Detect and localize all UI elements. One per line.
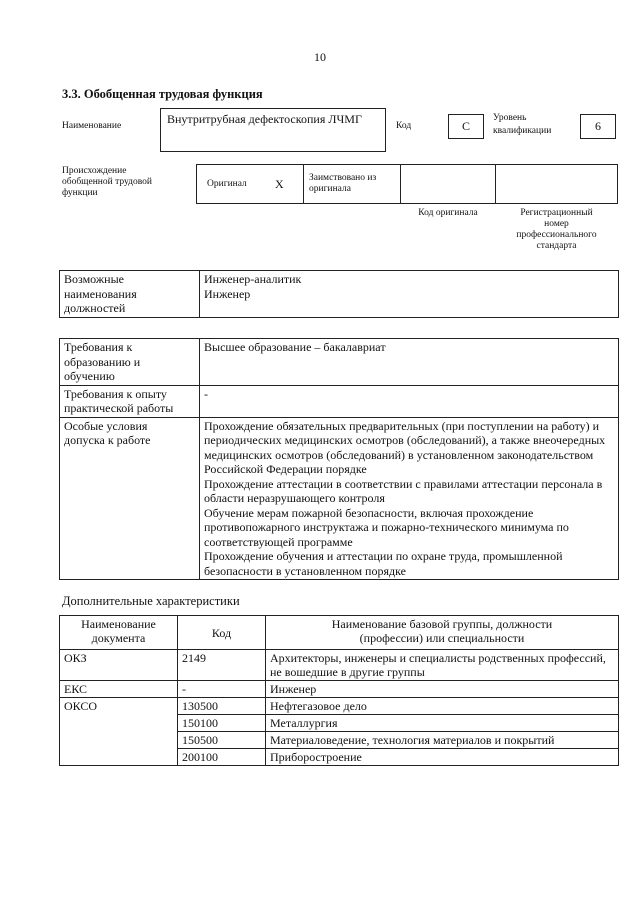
additional-header-row bbox=[60, 616, 619, 650]
education-row bbox=[60, 339, 619, 386]
position-item: Инженер bbox=[204, 286, 251, 301]
level-label-line1: Уровень bbox=[493, 113, 527, 123]
row-name: Инженер bbox=[266, 681, 619, 698]
additional-title: Дополнительные характеристики bbox=[62, 594, 240, 608]
positions-row bbox=[60, 271, 619, 318]
origin-label-line1: Происхождение bbox=[62, 166, 127, 176]
reg-number-caption bbox=[495, 208, 618, 252]
experience-value: - bbox=[200, 385, 619, 417]
positions-label-line1: Возможные bbox=[64, 272, 124, 286]
experience-label-line1: Требования к опыту bbox=[64, 386, 167, 401]
name-value: Внутритрубная дефектоскопия ЛЧМГ bbox=[167, 112, 362, 126]
name-label: Наименование bbox=[62, 121, 122, 131]
row-name: Металлургия bbox=[266, 715, 619, 732]
col-name-line2: (профессии) или специальности bbox=[359, 631, 525, 645]
section-title: 3.3. Обобщенная трудовая функция bbox=[62, 87, 263, 101]
row-doc: ОКСО bbox=[60, 698, 178, 766]
reg-caption-line4: стандарта bbox=[536, 241, 577, 251]
origin-label-line2: обобщенной трудовой bbox=[62, 177, 152, 187]
table-row bbox=[60, 650, 619, 681]
row-name: Материаловедение, технология материалов и покрытий bbox=[266, 732, 619, 749]
level-label-line2: квалификации bbox=[493, 126, 552, 136]
borrowed-cell bbox=[303, 164, 401, 204]
row-code: 200100 bbox=[178, 749, 266, 766]
borrowed-label-line1: Заимствовано из bbox=[309, 173, 377, 183]
origin-label bbox=[62, 166, 152, 199]
original-mark: X bbox=[275, 177, 284, 191]
col-name-header bbox=[266, 616, 619, 650]
positions-table bbox=[59, 270, 619, 318]
requirements-table bbox=[59, 338, 619, 580]
experience-label-cell bbox=[60, 385, 200, 417]
code-original-caption: Код оригинала bbox=[418, 208, 478, 218]
level-label bbox=[493, 113, 551, 137]
additional-table bbox=[59, 615, 619, 766]
row-name: Архитекторы, инженеры и специалисты родственных профессий, не вошедшие в другие группы bbox=[266, 650, 619, 681]
col-name-line1: Наименование базовой группы, должности bbox=[331, 617, 553, 631]
education-label-line1: Требования к bbox=[64, 340, 133, 354]
experience-label-line2: практической работы bbox=[64, 401, 174, 415]
positions-label-line2: наименования bbox=[64, 286, 137, 301]
page-number: 10 bbox=[314, 50, 326, 64]
code-original-cell bbox=[400, 164, 496, 204]
borrowed-label bbox=[309, 173, 376, 195]
row-code: 2149 bbox=[178, 650, 266, 681]
col-doc-header bbox=[60, 616, 178, 650]
education-value: Высшее образование – бакалавриат bbox=[200, 339, 619, 386]
name-value-box bbox=[160, 108, 386, 152]
code-label: Код bbox=[396, 121, 412, 131]
level-value-box bbox=[580, 114, 616, 139]
position-item: Инженер-аналитик bbox=[204, 272, 302, 286]
special-paragraph: Обучение мерам пожарной безопасности, включая прохождение противопожарного инструктажа и пожарно-технического минимума по соответствующей программе bbox=[204, 505, 569, 549]
reg-caption-line2: номер bbox=[544, 219, 569, 229]
level-value: 6 bbox=[595, 119, 601, 133]
original-cell bbox=[196, 164, 304, 204]
special-paragraph: Прохождение аттестации в соответствии с правилами аттестации персонала в области неразрушающего контроля bbox=[204, 476, 603, 505]
special-label-line2: допуска к работе bbox=[64, 433, 151, 447]
reg-number-cell bbox=[495, 164, 618, 204]
special-paragraph: Прохождение обязательных предварительных (при поступлении на работу) и периодических медицинских осмотров (обследований), а также внеочередных медицинских осмотров (обследований) в установленном законодательством Российской Федерации порядке bbox=[204, 418, 606, 476]
table-row bbox=[60, 681, 619, 698]
education-label-cell bbox=[60, 339, 200, 386]
education-label-line2: образованию и bbox=[64, 354, 141, 369]
original-label: Оригинал bbox=[207, 179, 247, 189]
row-code: 150100 bbox=[178, 715, 266, 732]
reg-caption-line1: Регистрационный bbox=[520, 208, 593, 218]
row-name: Нефтегазовое дело bbox=[266, 698, 619, 715]
positions-label-line3: должностей bbox=[64, 301, 126, 315]
origin-label-line3: функции bbox=[62, 188, 98, 198]
row-code: 130500 bbox=[178, 698, 266, 715]
row-code: 150500 bbox=[178, 732, 266, 749]
col-code-header: Код bbox=[178, 616, 266, 650]
education-label-line3: обучению bbox=[64, 369, 115, 383]
special-paragraph: Прохождение обучения и аттестации по охране труда, промышленной безопасности в установленном порядке bbox=[204, 549, 563, 578]
code-value-box bbox=[448, 114, 484, 139]
row-doc: ЕКС bbox=[60, 681, 178, 698]
code-value: C bbox=[461, 119, 470, 133]
special-label-cell bbox=[60, 417, 200, 580]
positions-label-cell bbox=[60, 271, 200, 318]
row-doc: ОКЗ bbox=[60, 650, 178, 681]
col-doc-line2: документа bbox=[91, 631, 146, 645]
special-row bbox=[60, 417, 619, 580]
special-value-cell bbox=[200, 417, 619, 580]
row-code: - bbox=[178, 681, 266, 698]
col-doc-line1: Наименование bbox=[81, 617, 156, 631]
experience-row bbox=[60, 385, 619, 417]
borrowed-label-line2: оригинала bbox=[309, 184, 351, 194]
reg-caption-line3: профессионального bbox=[516, 230, 597, 240]
special-label-line1: Особые условия bbox=[64, 418, 148, 433]
table-row bbox=[60, 698, 619, 715]
row-name: Приборостроение bbox=[266, 749, 619, 766]
positions-value-cell bbox=[200, 271, 619, 318]
